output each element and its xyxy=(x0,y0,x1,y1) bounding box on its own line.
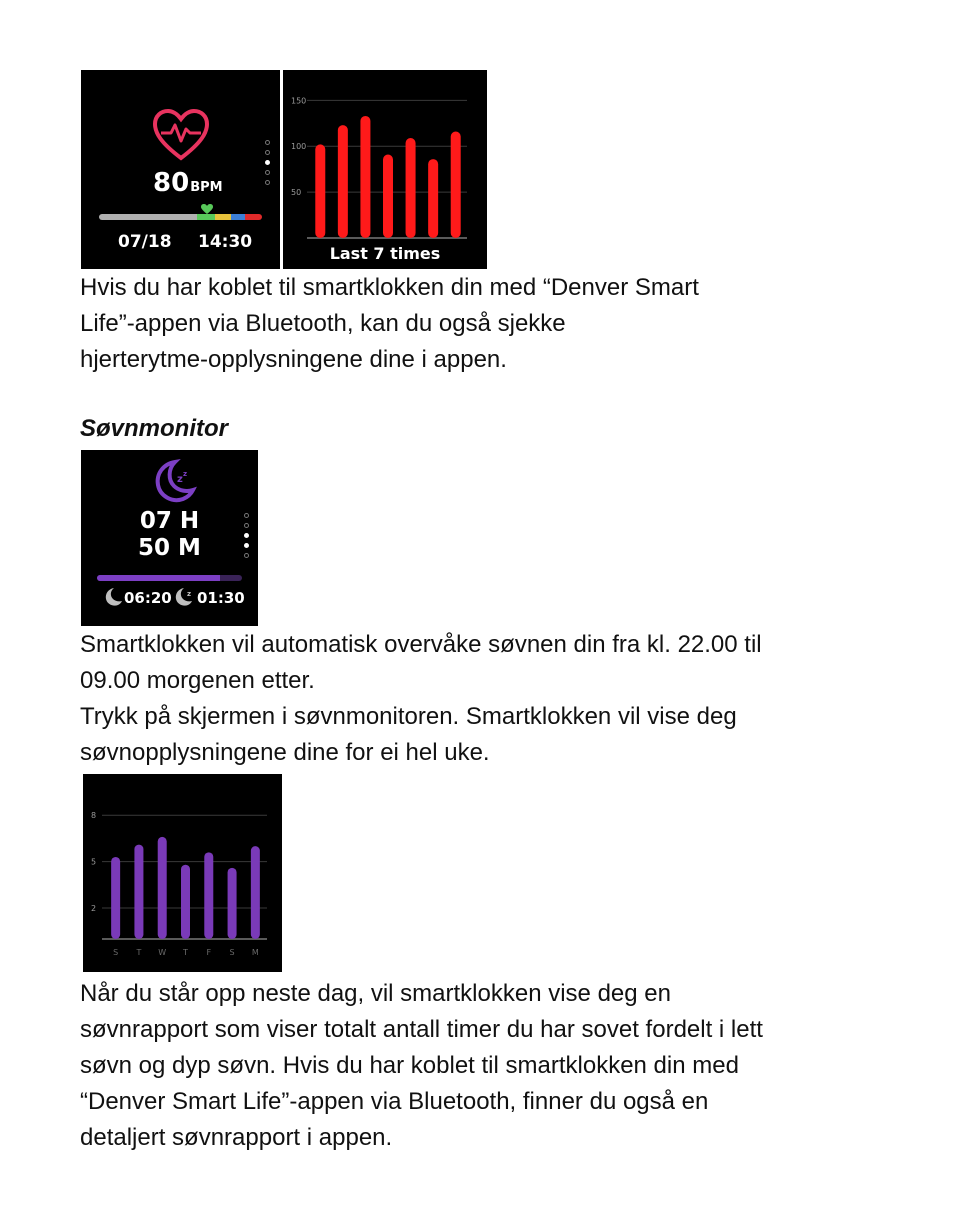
svg-text:z: z xyxy=(177,474,183,485)
page-indicator xyxy=(265,140,270,185)
sleep-screen xyxy=(81,450,258,626)
sleep-bar-chart xyxy=(83,774,282,972)
sleep-progress-bar xyxy=(97,575,242,581)
bar xyxy=(315,144,325,238)
page-dot xyxy=(265,150,270,155)
page-dot-active xyxy=(244,533,249,538)
bar xyxy=(338,125,348,238)
heart-time: 14:30 xyxy=(198,232,253,252)
y-tick-label: 5 xyxy=(91,857,97,867)
heart-rate-chart-screen xyxy=(283,70,487,269)
moon-zzz-icon xyxy=(149,458,197,506)
svg-text:z: z xyxy=(183,470,188,478)
bar xyxy=(383,154,393,238)
bar xyxy=(111,857,120,939)
bar xyxy=(360,116,370,238)
heart-date: 07/18 xyxy=(118,232,172,252)
y-tick-label: 150 xyxy=(291,96,307,106)
heart-chart-caption: Last 7 times xyxy=(329,244,441,263)
x-tick-label: S xyxy=(113,948,119,957)
light-sleep-moon-icon xyxy=(173,587,195,607)
page-dot xyxy=(244,513,249,518)
sleep-monitor-heading: Søvnmonitor xyxy=(80,415,228,442)
y-tick-label: 50 xyxy=(291,188,302,198)
y-tick-label: 100 xyxy=(291,142,307,152)
page-dot xyxy=(265,140,270,145)
x-tick-label: T xyxy=(183,948,188,957)
zone-segment-blue xyxy=(231,214,245,220)
bar xyxy=(204,852,213,939)
x-tick-label: M xyxy=(251,948,259,957)
y-tick-label: 8 xyxy=(91,811,97,821)
bar xyxy=(134,845,143,939)
x-tick-label: S xyxy=(229,948,235,957)
bpm-value: 80 xyxy=(153,168,190,198)
page-dot xyxy=(244,553,249,558)
page-indicator xyxy=(244,513,249,558)
page-dot xyxy=(265,170,270,175)
x-tick-label: W xyxy=(158,948,167,957)
zone-marker-heart-icon xyxy=(201,204,213,214)
zone-segment-gray xyxy=(99,214,197,220)
light-sleep-time: 01:30 xyxy=(197,589,245,607)
page-dot-active xyxy=(244,543,249,548)
bpm-unit: BPM xyxy=(190,180,223,195)
page-dot-active xyxy=(265,160,270,165)
bar xyxy=(251,846,260,939)
heart-zone-bar xyxy=(99,214,262,220)
deep-sleep-time: 06:20 xyxy=(124,589,172,607)
heart-pulse-icon xyxy=(151,108,211,162)
heart-rate-bar-chart xyxy=(283,70,487,269)
zone-segment-red xyxy=(245,214,262,220)
heart-rate-paragraph: Hvis du har koblet til smartklokken din med “Denver Smart Life”-appen via Bluetooth, kan du også sjekke hjerterytme-opplysningene dine i appen. xyxy=(80,274,699,373)
zone-segment-yellow xyxy=(215,214,231,220)
bar xyxy=(406,138,416,238)
sleep-chart-screen xyxy=(83,774,282,972)
sleep-monitor-paragraph: Smartklokken vil automatisk overvåke søvnen din fra kl. 22.00 til 09.00 morgenen etter. Trykk på skjermen i søvnmonitoren. Smartklokken vil vise deg søvnopplysningene dine for ei hel uke. xyxy=(80,631,762,766)
page-dot xyxy=(265,180,270,185)
x-tick-label: F xyxy=(206,948,212,957)
bar xyxy=(451,132,461,238)
sleep-minutes: 50 M xyxy=(138,535,201,561)
x-tick-label: T xyxy=(136,948,142,957)
page-dot xyxy=(244,523,249,528)
heart-rate-screen xyxy=(81,70,280,269)
sleep-report-paragraph: Når du står opp neste dag, vil smartklokken vise deg en søvnrapport som viser totalt antall timer du har sovet fordelt i lett søvn og dyp søvn. Hvis du har koblet til smartklokken din med “Denver Smart Life”-appen via Bluetooth, finner du også en detaljert søvnrapport i appen. xyxy=(80,980,763,1151)
bar xyxy=(228,868,237,939)
deep-sleep-moon-icon xyxy=(103,587,123,607)
bpm-readout xyxy=(153,168,223,198)
bar xyxy=(158,837,167,939)
bar xyxy=(181,865,190,939)
svg-text:z: z xyxy=(187,590,192,598)
zone-segment-green xyxy=(197,214,215,220)
y-tick-label: 2 xyxy=(91,904,97,914)
sleep-hours: 07 H xyxy=(139,508,200,534)
bar xyxy=(428,159,438,238)
sleep-progress-fill xyxy=(97,575,220,581)
